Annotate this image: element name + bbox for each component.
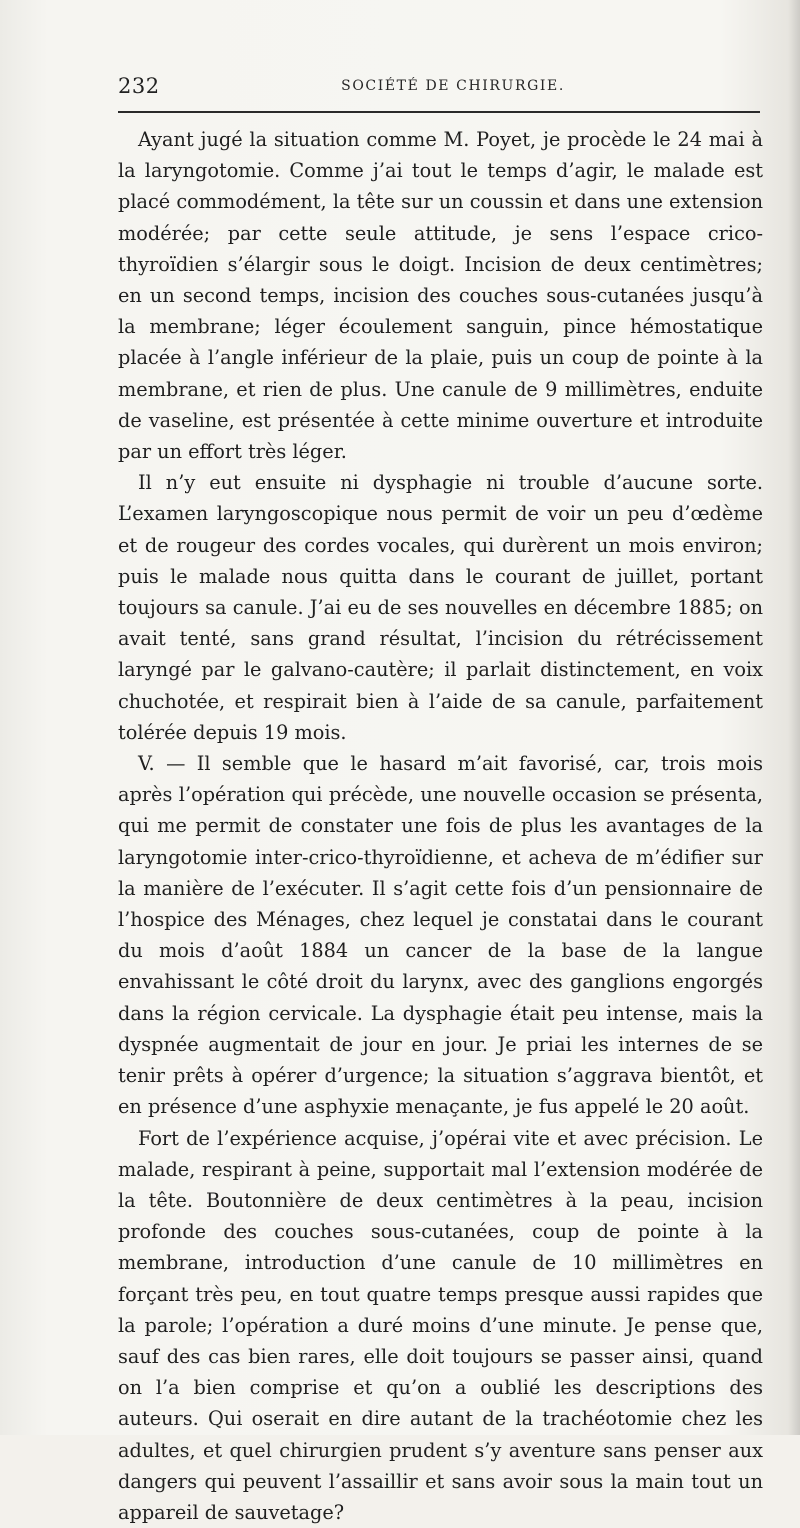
page-number: 232 — [118, 74, 160, 98]
paragraph: Fort de l’expérience acquise, j’opérai vite et avec précision. Le malade, respirant à peine, supportait mal l’extension modérée de la tête. Boutonnière de deux centimètres à la peau, incision profonde des couches sous-cutanées, coup de pointe à la membrane, introduction d’une canule de 10 millimètres en forçant très peu, en tout quatre temps presque aussi rapides que la parole; l’opération a duré moins d’une minute. Je pense que, sauf des cas bien rares, elle doit toujours se passer ainsi, quand on l’a bien comprise et qu’on a oublié les descriptions des auteurs. Qui oserait en dire autant de la trachéotomie chez les adultes, et quel chirurgien prudent s’y aventure sans penser aux dangers qui peuvent l’assaillir et sans avoir sous la main tout un appareil de sauvetage? — [118, 1123, 763, 1528]
header-rule — [118, 111, 760, 113]
paragraph: V. — Il semble que le hasard m’ait favorisé, car, trois mois après l’opération qui précède, une nouvelle occasion se présenta, qui me permit de constater une fois de plus les avantages de la laryngotomie inter-crico-thyroïdienne, et acheva de m’édifier sur la manière de l’exécuter. Il s’agit cette fois d’un pensionnaire de l’hospice des Ménages, chez lequel je constatai dans le courant du mois d’août 1884 un cancer de la base de la langue envahissant le côté droit du larynx, avec des ganglions engorgés dans la région cervicale. La dysphagie était peu intense, mais la dyspnée augmentait de jour en jour. Je priai les internes de se tenir prêts à opérer d’urgence; la situation s’aggrava bientôt, et en présence d’une asphyxie menaçante, je fus appelé le 20 août. — [118, 748, 763, 1122]
running-title: SOCIÉTÉ DE CHIRURGIE. — [118, 78, 758, 94]
page-edge-shadow — [788, 0, 800, 1435]
paragraph: Il n’y eut ensuite ni dysphagie ni trouble d’aucune sorte. L’examen laryngoscopique nous permit de voir un peu d’œdème et de rougeur des cordes vocales, qui durèrent un mois environ; puis le malade nous quitta dans le courant de juillet, portant toujours sa canule. J’ai eu de ses nouvelles en décembre 1885; on avait tenté, sans grand résultat, l’incision du rétrécissement laryngé par le galvano-cautère; il parlait distinctement, en voix chuchotée, et respirait bien à l’aide de sa canule, parfaitement tolérée depuis 19 mois. — [118, 467, 763, 748]
body-text — [118, 124, 763, 1528]
page-header — [118, 74, 758, 98]
paragraph: Ayant jugé la situation comme M. Poyet, je procède le 24 mai à la laryngotomie. Comme j’ai tout le temps d’agir, le malade est placé commodément, la tête sur un coussin et dans une extension modérée; par cette seule attitude, je sens l’espace crico-thyroïdien s’élargir sous le doigt. Incision de deux centimètres; en un second temps, incision des couches sous-cutanées jusqu’à la membrane; léger écoulement sanguin, pince hémostatique placée à l’angle inférieur de la plaie, puis un coup de pointe à la membrane, et rien de plus. Une canule de 9 millimètres, enduite de vaseline, est présentée à cette minime ouverture et introduite par un effort très léger. — [118, 124, 763, 467]
